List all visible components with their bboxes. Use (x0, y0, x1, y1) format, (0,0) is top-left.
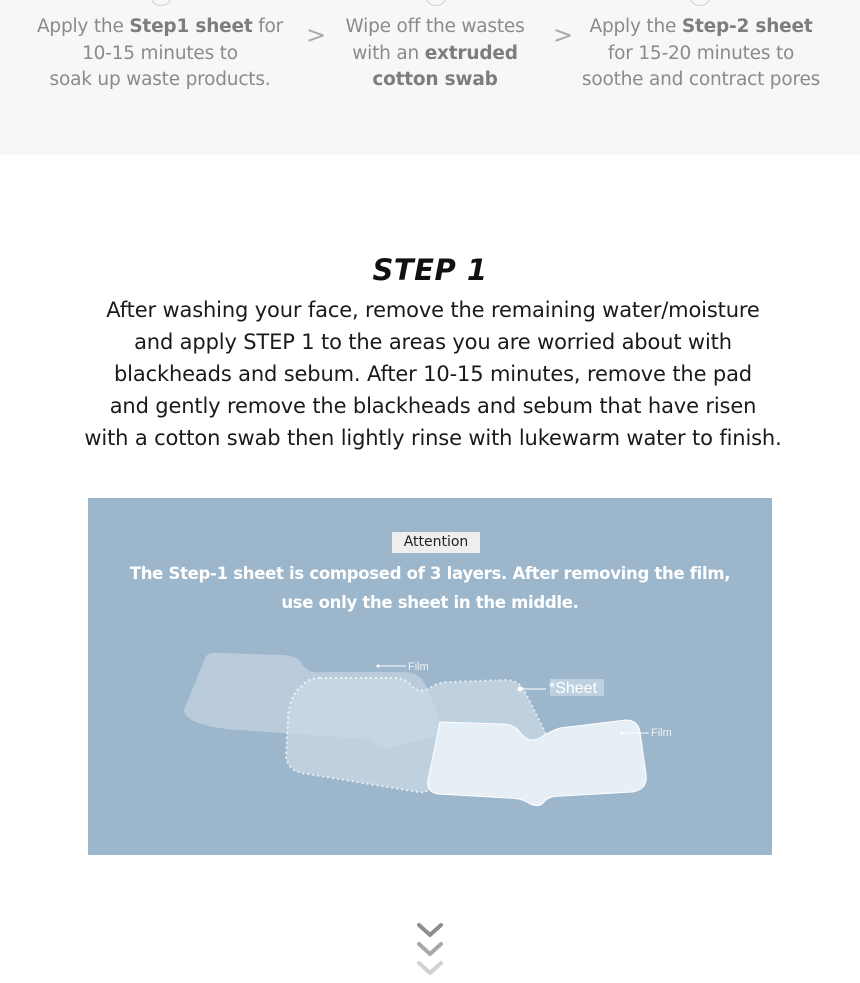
attention-badge: Attention (392, 532, 480, 553)
step-overview-1 (30, 14, 290, 94)
chevron-down-icon[interactable] (410, 920, 450, 980)
emphasis: Step-2 sheet (681, 16, 813, 37)
step-overview-3-line1 (570, 14, 832, 41)
step-title: STEP 1 (372, 253, 488, 287)
step-overview-2-line1: Wipe off the wastes (345, 16, 525, 37)
step-overview-3-line3: soothe and contract pores (581, 69, 821, 90)
step-overview-1-line1 (30, 14, 290, 41)
step-icon (151, 0, 171, 6)
film-label-right: Film (651, 727, 672, 739)
step-overview-3-line2: for 15-20 minutes to (607, 42, 795, 64)
instruction-line: After washing your face, remove the remaining water/moisture (106, 298, 760, 322)
text: for (252, 16, 284, 37)
step-instructions (80, 294, 786, 454)
attention-line: use only the sheet in the middle. (281, 593, 579, 612)
steps-overview-band (0, 0, 860, 155)
text: Apply the (589, 16, 682, 37)
film-label-top: Film (408, 661, 429, 673)
emphasis: Step1 sheet (129, 16, 253, 37)
emphasis: cotton swab (372, 69, 498, 90)
text: Apply the (36, 16, 130, 37)
emphasis: extruded (424, 42, 518, 64)
attention-line: The Step-1 sheet is composed of 3 layers. After removing the film, (129, 564, 731, 583)
step-overview-2-line2 (320, 41, 550, 68)
text: with an (352, 42, 425, 64)
step-overview-2 (320, 14, 550, 94)
instruction-line: and apply STEP 1 to the areas you are worried about with (134, 330, 732, 354)
step-overview-1-line2: 10-15 minutes to (82, 42, 238, 64)
instruction-line: blackheads and sebum. After 10-15 minutes, remove the pad (114, 362, 752, 386)
separator-arrow: > (306, 21, 327, 49)
step-icon (690, 0, 710, 6)
attention-panel (88, 498, 772, 855)
sheet-label: *Sheet (549, 680, 598, 697)
step-overview-3 (570, 14, 832, 94)
instruction-line: and gently remove the blackheads and sebum that have risen (109, 394, 757, 418)
instruction-line: with a cotton swab then lightly rinse with lukewarm water to finish. (84, 426, 782, 450)
step-overview-1-line3: soak up waste products. (49, 69, 271, 90)
attention-text (108, 559, 752, 617)
separator-arrow: > (553, 21, 574, 49)
step-overview-2-line3 (320, 67, 550, 94)
step-icon (426, 0, 446, 6)
